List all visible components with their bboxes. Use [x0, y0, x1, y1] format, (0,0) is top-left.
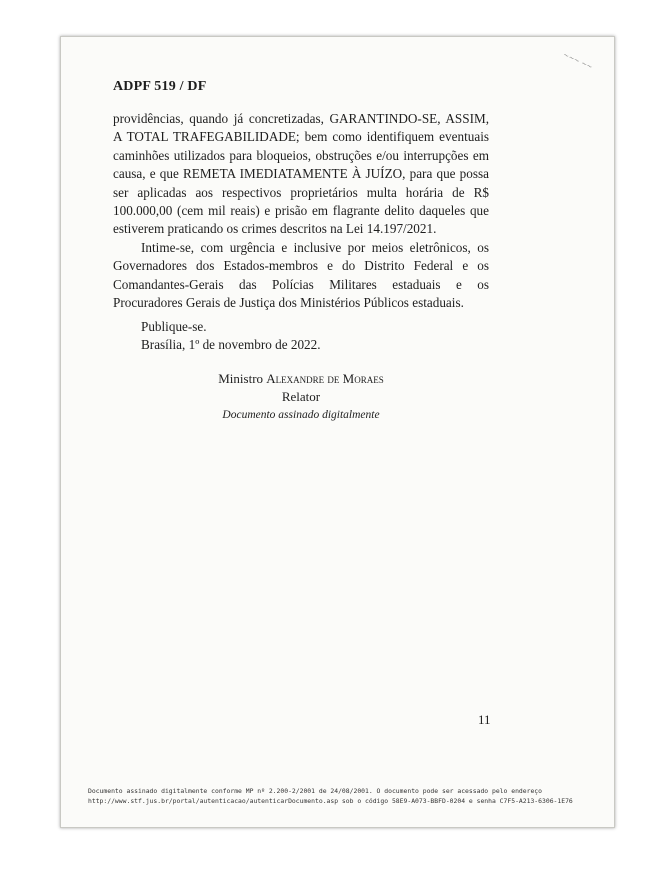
case-header: ADPF 519 / DF [113, 79, 207, 94]
signer-prefix: Ministro [218, 371, 267, 386]
paragraph-1: providências, quando já concretizadas, GARANTINDO-SE, ASSIM, A TOTAL TRAFEGABILIDADE; bem como identifiquem eventuais caminhões utilizados para bloqueios, obstruções e/ou interrupções em causa, e que REMETA IMEDIATAMENTE À JUÍZO, para que possa ser aplicadas aos respectivos proprietários multa horária de R$ 100.000,00 (cem mil reais) e prisão em flagrante delito daqueles que estiverem praticando os crimes descritos na Lei 14.197/2021. [113, 111, 489, 237]
paragraph-2: Intime-se, com urgência e inclusive por meios eletrônicos, os Governadores dos Estados-membros e do Distrito Federal e os Comandantes-Gerais das Polícias Militares estaduais e os Procuradores Gerais de Justiça dos Ministérios Públicos estaduais. [113, 239, 489, 311]
margin-annotation: ~~~ ~~ [562, 50, 595, 72]
signer-line [113, 370, 489, 388]
signer-role: Relator [281, 389, 321, 404]
authentication-footer [88, 786, 588, 806]
closing-block [141, 318, 321, 355]
closing-publish: Publique-se. [141, 319, 207, 334]
signature-note: Documento assinado digitalmente [222, 409, 380, 421]
signature-block [113, 370, 489, 424]
footer-line-1: Documento assinado digitalmente conforme MP nº 2.200-2/2001 de 24/08/2001. O documento pode ser acessado pelo endereço [88, 787, 543, 795]
page-number: 11 [478, 712, 491, 727]
document-body [113, 110, 489, 312]
signer-name: Alexandre de Moraes [266, 371, 384, 386]
footer-line-2: http://www.stf.jus.br/portal/autenticacao/autenticarDocumento.asp sob o código 58E9-A073-BBFD-0204 e senha C7F5-A213-6306-1E76 [88, 797, 573, 805]
closing-date: Brasília, 1º de novembro de 2022. [141, 337, 321, 353]
